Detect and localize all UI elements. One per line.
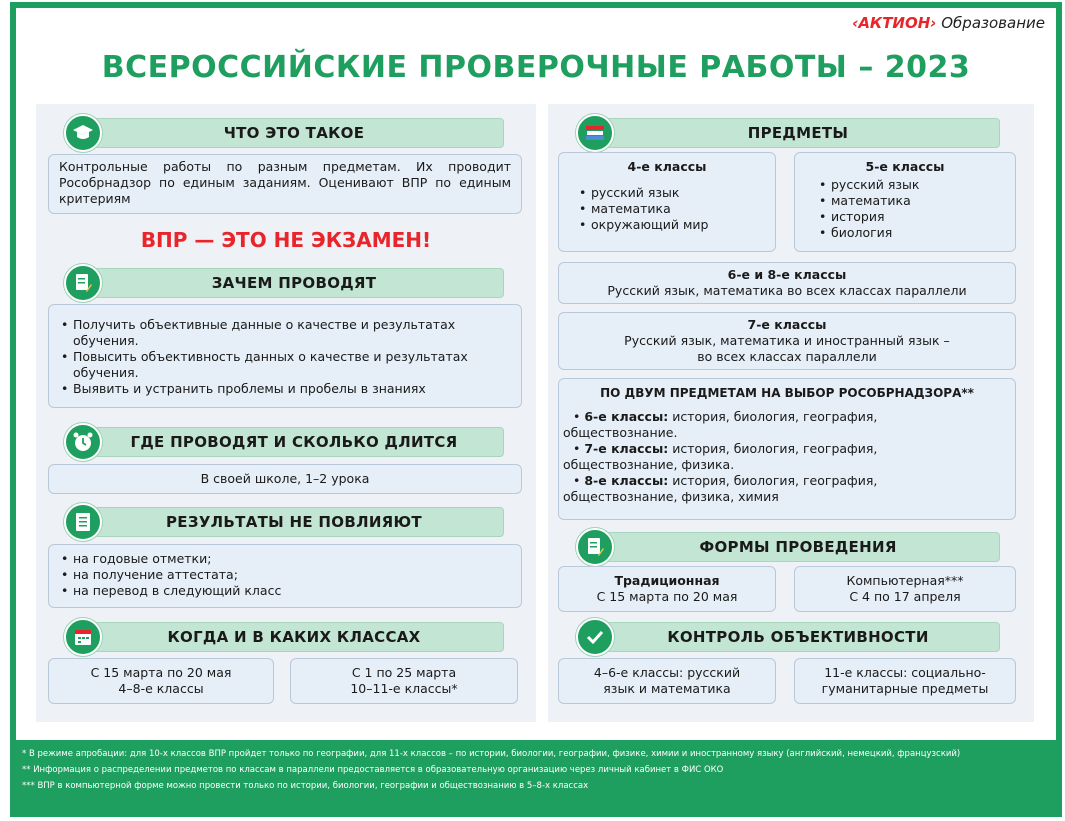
graduation-cap-icon (64, 114, 102, 152)
when-box-2 (290, 658, 518, 704)
choice-item: • 7-е классы: история, биология, география, (573, 441, 878, 456)
grade4-item: • окружающий мир (577, 217, 765, 233)
header-when: КОГДА И В КАКИХ КЛАССАХ (84, 622, 504, 652)
control-box-1-line1: 4–6-е классы: русский (593, 665, 741, 680)
grade5-item: • история (817, 209, 1005, 225)
brand-part1: ‹АКТИОН› (852, 14, 937, 32)
grade7-line1: Русский язык, математика и иностранный язык – (624, 333, 950, 348)
calendar-icon (64, 618, 102, 656)
footnotes (22, 748, 1042, 796)
header-subjects: ПРЕДМЕТЫ (596, 118, 1000, 148)
not-exam-banner: ВПР — ЭТО НЕ ЭКЗАМЕН! (140, 228, 432, 252)
choice-text: история, биология, география, (668, 473, 878, 488)
control-box-1 (558, 658, 776, 704)
why-box (48, 304, 522, 408)
header-why: ЗАЧЕМ ПРОВОДЯТ (84, 268, 504, 298)
when-box-2-line1: С 1 по 25 марта (351, 665, 457, 680)
header-what: ЧТО ЭТО ТАКОЕ (84, 118, 504, 148)
grade4-title: 4-е классы (627, 159, 707, 174)
alarm-clock-icon (64, 423, 102, 461)
grade68-box (558, 262, 1016, 304)
header-control: КОНТРОЛЬ ОБЪЕКТИВНОСТИ (596, 622, 1000, 652)
grade5-item: • биология (817, 225, 1005, 241)
footnote: * В режиме апробации: для 10-х классов ВПР пройдет только по географии, для 11-х классов – по истории, биологии, географии, физике, химии и иностранному языку (английский, немецкий, французский) (22, 749, 961, 759)
grade7-box (558, 312, 1016, 370)
choice-cont: обществознание, физика, химия (563, 489, 779, 504)
where-text: В своей школе, 1–2 урока (48, 464, 522, 494)
choice-label: 7-е классы: (584, 441, 669, 456)
grade5-item: • русский язык (817, 177, 1005, 193)
grade5-title: 5-е классы (865, 159, 945, 174)
results-item: • на перевод в следующий класс (59, 583, 511, 599)
forms-trad-title: Традиционная (614, 573, 720, 588)
books-icon (576, 114, 614, 152)
choice-item: • 6-е классы: история, биология, география, (573, 409, 878, 424)
document-pen-icon (64, 264, 102, 302)
choice-text: история, биология, география, (668, 441, 878, 456)
what-text: Контрольные работы по разным предметам. Их проводит Рособрнадзор по единым заданиям. Оценивают ВПР по единым критериям (48, 154, 522, 214)
results-item: • на годовые отметки; (59, 551, 511, 567)
grade5-box (794, 152, 1016, 252)
page-title: ВСЕРОССИЙСКИЕ ПРОВЕРОЧНЫЕ РАБОТЫ – 2023 (101, 50, 971, 85)
when-box-1-line1: С 15 марта по 20 мая (90, 665, 232, 680)
grade4-item: • математика (577, 201, 765, 217)
why-item: • Повысить объективность данных о качестве и результатах обучения. (59, 349, 511, 381)
control-box-1-line2: язык и математика (603, 681, 731, 696)
control-box-2-line2: гуманитарные предметы (821, 681, 989, 696)
header-forms: ФОРМЫ ПРОВЕДЕНИЯ (596, 532, 1000, 562)
footnote: *** ВПР в компьютерной форме можно провести только по истории, биологии, географии и обществознанию в 5–8-х классах (22, 781, 589, 791)
choice-text: история, биология, география, (668, 409, 878, 424)
results-item: • на получение аттестата; (59, 567, 511, 583)
grade4-box (558, 152, 776, 252)
checkmark-icon (576, 618, 614, 656)
choice-item: • 8-е классы: история, биология, география, (573, 473, 878, 488)
footnote: ** Информация о распределении предметов по классам в параллели предоставляется в образовательную организацию через личный кабинет в ФИС ОКО (22, 765, 724, 775)
grade68-title: 6-е и 8-е классы (727, 267, 847, 282)
grade5-item: • математика (817, 193, 1005, 209)
header-where: ГДЕ ПРОВОДЯТ И СКОЛЬКО ДЛИТСЯ (84, 427, 504, 457)
choice-label: 8-е классы: (584, 473, 669, 488)
when-box-2-line2: 10–11-е классы* (350, 681, 458, 696)
control-box-2-line1: 11-е классы: социально- (824, 665, 986, 680)
when-box-1-line2: 4–8-е классы (118, 681, 204, 696)
grade7-line2: во всех классах параллели (697, 349, 877, 364)
when-box-1 (48, 658, 274, 704)
forms-comp-dates: С 4 по 17 апреля (849, 589, 961, 604)
why-item: • Выявить и устранить проблемы и пробелы в знаниях (59, 381, 511, 397)
results-box (48, 544, 522, 608)
forms-comp-title: Компьютерная*** (846, 573, 964, 588)
grade7-title: 7-е классы (747, 317, 827, 332)
document-pen-icon (576, 528, 614, 566)
choice-cont: обществознание. (563, 425, 678, 440)
forms-trad-box (558, 566, 776, 612)
forms-comp-box (794, 566, 1016, 612)
choice-cont: обществознание, физика. (563, 457, 735, 472)
forms-trad-dates: С 15 марта по 20 мая (596, 589, 738, 604)
choice-title: ПО ДВУМ ПРЕДМЕТАМ НА ВЫБОР РОСОБРНАДЗОРА** (600, 386, 974, 400)
choice-box (558, 378, 1016, 520)
checklist-icon (64, 503, 102, 541)
header-results: РЕЗУЛЬТАТЫ НЕ ПОВЛИЯЮТ (84, 507, 504, 537)
grade4-item: • русский язык (577, 185, 765, 201)
control-box-2 (794, 658, 1016, 704)
why-item: • Получить объективные данные о качестве и результатах обучения. (59, 317, 511, 349)
grade68-text: Русский язык, математика во всех классах параллели (607, 283, 967, 298)
brand-logo (852, 14, 1045, 32)
brand-part2: Образование (941, 14, 1045, 32)
choice-label: 6-е классы: (584, 409, 669, 424)
